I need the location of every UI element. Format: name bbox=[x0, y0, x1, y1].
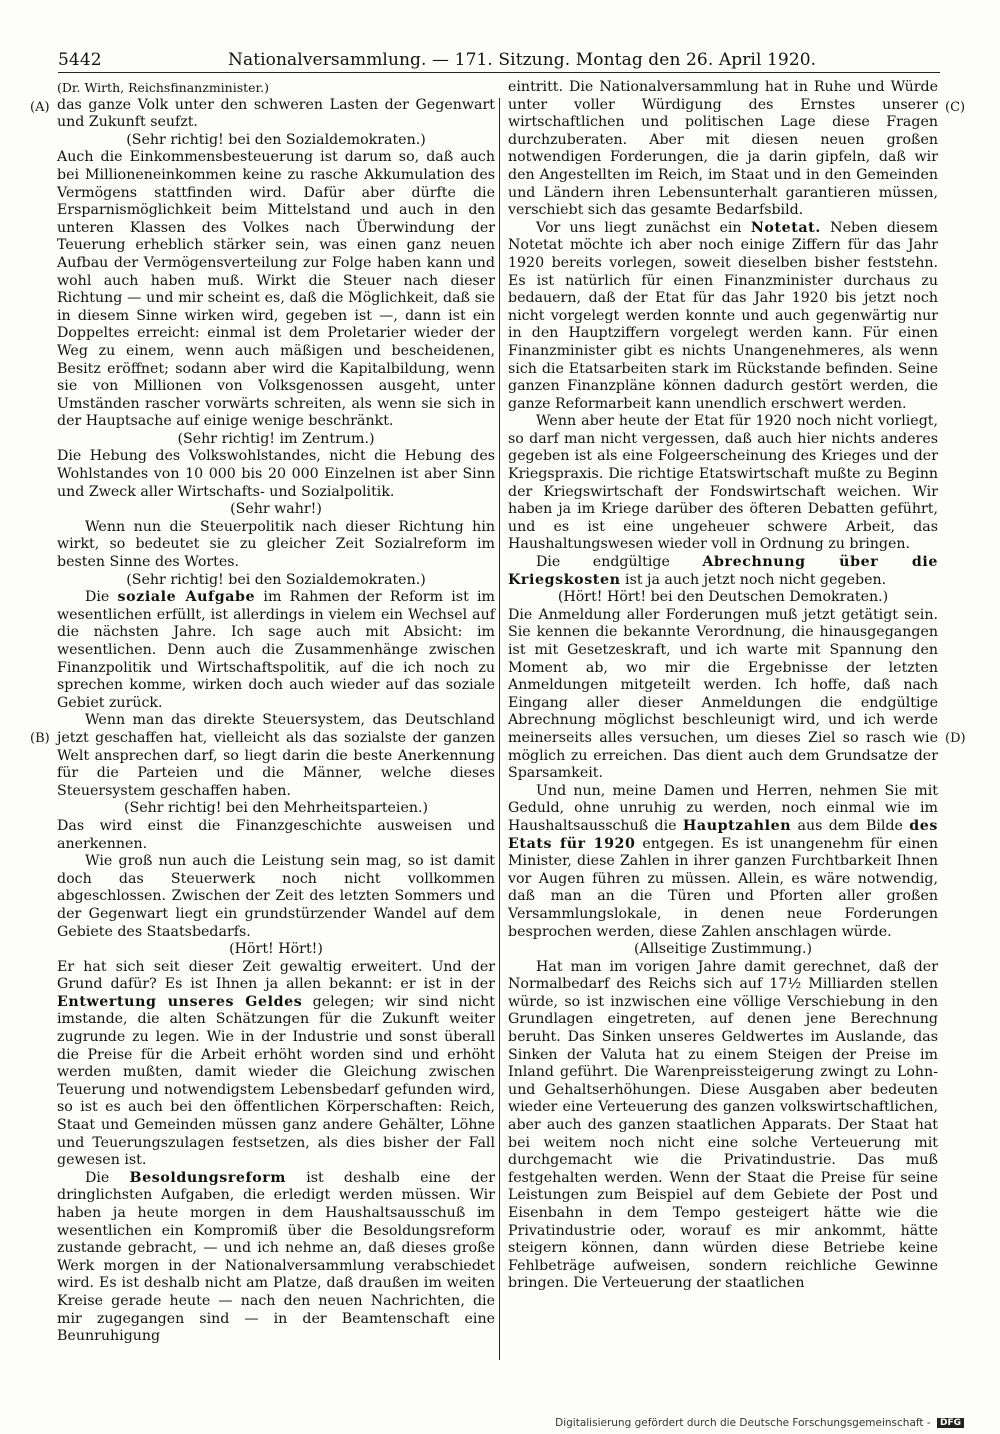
emphasis: Hauptzahlen bbox=[682, 817, 792, 834]
interjection: (Allseitige Zustimmung.) bbox=[633, 941, 813, 958]
right-column bbox=[508, 79, 938, 1293]
interjection: (Sehr wahr!) bbox=[230, 501, 322, 518]
paragraph: Die soziale Aufgabe im Rahmen der Reform ist im wesentlichen erfüllt, ist allerdings in vielem ein Wechsel auf die nächsten Jahre. Ich sage auch mit Absicht: im wesentlichen. Denn auch die Zusammenhänge zwischen Finanzpolitik und Wirtschaftspolitik, auf die ich noch zu sprechen komme, wirken doch auch wieder auf das soziale Gebiet zurück. bbox=[57, 589, 495, 711]
emphasis: des Etats für 1920 bbox=[508, 817, 938, 852]
paragraph: Die Anmeldung aller Forderungen muß jetzt getätigt sein. Sie kennen die bekannte Verordnung, die hinausgegangen ist mit Gesetzeskraft, und ich warte mit Spannung den Moment ab, wo mir die Ergebnisse der letzten Anmeldungen mitgeteilt werden. Ich hoffe, daß nach Eingang aller dieser Anmeldungen die endgültige Abrechnung möglichst beschleunigt wird, und ich werde meinerseits alles versuchen, um dieses Ziel so rasch wie möglich zu erreichen. Das dient auch dem Grundsatze der Sparsamkeit. bbox=[508, 606, 938, 782]
dfg-logo: DFG bbox=[937, 1418, 964, 1428]
speaker-note: (Dr. Wirth, Reichsfinanzminister.) bbox=[57, 80, 270, 95]
emphasis: soziale Aufgabe bbox=[117, 589, 256, 606]
paragraph: Die Besoldungsreform ist deshalb eine der dringlichsten Aufgaben, die erledigt werden müssen. Wir haben ja heute morgen in dem Haushaltsausschuß im wesentlichen ein Kompromiß über die Besoldungsreform zustande gebracht, — und ich nehme an, daß dieses große Werk morgen in der Nationalversammlung verabschiedet wird. Es ist deshalb nicht am Platze, daß draußen im weiten Kreise gerade heute — nach den neuen Nachrichten, die mir zugegangen sind — in der Beamtenschaft eine Beunruhigung bbox=[57, 1169, 495, 1345]
header-rule bbox=[58, 72, 940, 73]
paragraph: eintritt. Die Nationalversammlung hat in Ruhe und Würde unter voller Würdigung des Ernstes unserer wirtschaftlichen und politischen Lage diese Fragen durchzuberaten. Aber mit diesen neuen großen notwendigen Forderungen, die ja darin gipfeln, daß wir den Angestellten im Reich, im Staat und in den Gemeinden und Ländern ihren Lebensunterhalt garantieren müssen, verschiebt sich das gesamte Bedarfsbild. bbox=[508, 79, 938, 219]
credit-text: Digitalisierung gefördert durch die Deutsche Forschungsgemeinschaft - bbox=[555, 1417, 931, 1429]
emphasis: Besoldungsreform bbox=[129, 1169, 286, 1186]
paragraph: Die endgültige Abrechnung über die Kriegskosten ist ja auch jetzt noch nicht gegeben. bbox=[508, 554, 938, 588]
emphasis: Entwertung unseres Geldes bbox=[57, 993, 303, 1010]
page-running-title: Nationalversammlung. — 171. Sitzung. Montag den 26. April 1920. bbox=[228, 50, 817, 70]
interjection: (Sehr richtig! bei den Sozialdemokraten.) bbox=[126, 571, 426, 588]
emphasis: Notetat. bbox=[750, 219, 821, 236]
paragraph: Wie groß nun auch die Leistung sein mag, so ist damit doch das Steuerwerk noch nicht vollkommen abgeschlossen. Zwischen der Zeit des letzten Sommers und der Gegenwart liegt ein grundstürzender Wandel auf dem Gebiete des Staatsbedarfs. bbox=[57, 853, 495, 940]
paragraph: Wenn man das direkte Steuersystem, das Deutschland jetzt geschaffen hat, vielleicht als das sozialste der ganzen Welt ansprechen darf, so liegt darin die beste Anerkennung für die Parteien und die Männer, welche dieses Steuersystem geschaffen haben. bbox=[57, 712, 495, 799]
paragraph: Wenn aber heute der Etat für 1920 noch nicht vorliegt, so darf man nicht vergessen, daß auch hier nichts anderes gegeben ist als eine Folgeerscheinung des Krieges und der Kriegspraxis. Die richtige Etatswirtschaft mußte zu Beginn der Kriegswirtschaft der Fondswirtschaft weichen. Wir haben ja im Kriege darüber des öfteren Debatten geführt, und es ist eine ungeheuer schwere Arbeit, das Haushaltungswesen wieder voll in Ordnung zu bringen. bbox=[508, 413, 938, 553]
paragraph: Das wird einst die Finanzgeschichte ausweisen und anerkennen. bbox=[57, 817, 495, 852]
paragraph: Er hat sich seit dieser Zeit gewaltig erweitert. Und der Grund dafür? Es ist Ihnen ja allen bekannt: er ist in der Entwertung unseres Geldes gelegen; wir sind nicht imstande, die alten Schätzungen für die Zukunft weiter zugrunde zu legen. Wie in der Industrie und sonst überall die Preise für die Arbeit erhöht worden sind und erhöht werden mußten, damit wieder die Gleichung zwischen Teuerung und notwendigstem Lebensbedarf gefunden wird, so ist es auch bei den öffentlichen Körperschaften: Reich, Staat und Gemeinden müssen ganz andere Gehälter, Löhne und Teuerungszulagen festsetzen, als dies bisher der Fall gewesen ist. bbox=[57, 958, 495, 1169]
interjection: (Hört! Hört! bei den Deutschen Demokraten.) bbox=[557, 589, 889, 606]
page-header bbox=[58, 50, 924, 72]
interjection: (Hört! Hört!) bbox=[229, 941, 323, 958]
margin-mark-b: (B) bbox=[30, 731, 50, 746]
paragraph: Und nun, meine Damen und Herren, nehmen Sie mit Geduld, ohne unruhig zu werden, noch einmal wie im Haushaltsausschuß die Hauptzahlen aus dem Bilde des Etats für 1920 entgegen. Es ist unangenehm für einen Minister, diese Zahlen in ihrer ganzen Furchtbarkeit Ihnen vor Augen führen zu müssen. Allein, es wäre notwendig, daß man an die Türen und Pforten aller großen Versammlungslokale, in denen neue Forderungen besprochen werden, diese Zahlen anschlagen würde. bbox=[508, 782, 938, 940]
paragraph: Hat man im vorigen Jahre damit gerechnet, daß der Normalbedarf des Reichs sich auf 17½ Milliarden stellen würde, so ist inzwischen eine völlige Verschiebung in den Grundlagen eingetreten, auf denen jene Berechnung beruht. Das Sinken unseres Geldwertes im Auslande, das Sinken der Valuta hat zu einem Steigen der Preise im Inland geführt. Die Warenpreissteigerung zwingt zu Lohn- und Gehaltserhöhungen. Diese Ausgaben aber bedeuten wieder eine Verteuerung des ganzen volkswirtschaftlichen, aber auch des ganzen staatlichen Apparats. Der Staat hat bei weitem noch nicht eine solche Verteuerung mit durchgemacht wie die Privatindustrie. Das muß festgehalten werden. Wenn der Staat die Preise für seine Leistungen zum Beispiel auf dem Gebiete der Post und Eisenbahn in dem Tempo gesteigert hätte wie die Privatindustrie oder, worauf es mir ankommt, hätte steigern können, dann würden diese Betriebe keine Fehlbeträge aufweisen, sondern reichliche Gewinne bringen. Die Verteuerung der staatlichen bbox=[508, 958, 938, 1292]
column-divider bbox=[499, 98, 500, 1360]
paragraph: Wenn nun die Steuerpolitik nach dieser Richtung hin wirkt, so bedeutet sie zu gleicher Zeit Sozialreform im besten Sinne des Wortes. bbox=[57, 518, 495, 571]
paragraph: Vor uns liegt zunächst ein Notetat. Neben diesem Notetat möchte ich aber noch einige Ziffern für das Jahr 1920 bereits vorlegen, soweit dieselben bisher feststehn. Es ist natürlich für einen Finanzminister durchaus zu bedauern, daß der Etat für das Jahr 1920 bis jetzt noch nicht vorgelegt werden konnte und auch gegenwärtig nur in den Hauptziffern vorgelegt werden kann. Für einen Finanzminister gibt es nichts Unangenehmeres, als wenn sich die Etatsarbeiten stark im Rückstande befinden. Seine ganzen Finanzpläne können dadurch gestört werden, die ganze Reformarbeit kann unendlich erschwert werden. bbox=[508, 219, 938, 412]
interjection: (Sehr richtig! bei den Mehrheitsparteien.) bbox=[123, 800, 429, 817]
paragraph: Die Hebung des Volkswohlstandes, nicht die Hebung des Wohlstandes von 10 000 bis 20 000 Einzelnen ist aber Sinn und Zweck aller Wirtschafts- und Sozialpolitik. bbox=[57, 448, 495, 500]
interjection: (Sehr richtig! im Zentrum.) bbox=[177, 430, 375, 447]
interjection: (Sehr richtig! bei den Sozialdemokraten.) bbox=[126, 131, 426, 148]
margin-mark-a: (A) bbox=[30, 100, 50, 115]
digitization-credit bbox=[555, 1417, 964, 1429]
paragraph: Auch die Einkommensbesteuerung ist darum so, daß auch bei Millioneneinkommen keine zu rasche Akkumulation des Vermögens stattfinden wird. Dafür aber dürfte die Ersparnismöglichkeit beim Mittelstand und auch in den unteren Klassen des Volkes nach Überwindung der Teuerung erheblich stärker sein, was einen ganz neuen Aufbau der Vermögensverteilung zur Folge haben kann und wohl auch haben muß. Wirkt die Steuer nach dieser Richtung — und mir scheint es, daß die Möglichkeit, daß sie in diesem Sinne wirken wird, gegeben ist —, dann ist ein Doppeltes erreicht: einmal ist dem Proletarier wieder der Weg zu einem, wenn auch mäßigen und bescheidenen, Besitz eröffnet; sodann aber wird die Kapitalbildung, wenn sie von Millionen von Volksgenossen ausgeht, unter Umständen rascher vorwärts schreiten, als wenn sie sich in der Hauptsache auf einige wenige beschränkt. bbox=[57, 149, 495, 430]
paragraph: das ganze Volk unter den schweren Lasten der Gegenwart und Zukunft seufzt. bbox=[57, 96, 495, 131]
emphasis: Abrechnung über die Kriegskosten bbox=[508, 554, 938, 588]
page-number: 5442 bbox=[58, 50, 102, 70]
margin-mark-d: (D) bbox=[945, 731, 966, 746]
left-column bbox=[57, 79, 495, 1346]
margin-mark-c: (C) bbox=[945, 100, 966, 115]
